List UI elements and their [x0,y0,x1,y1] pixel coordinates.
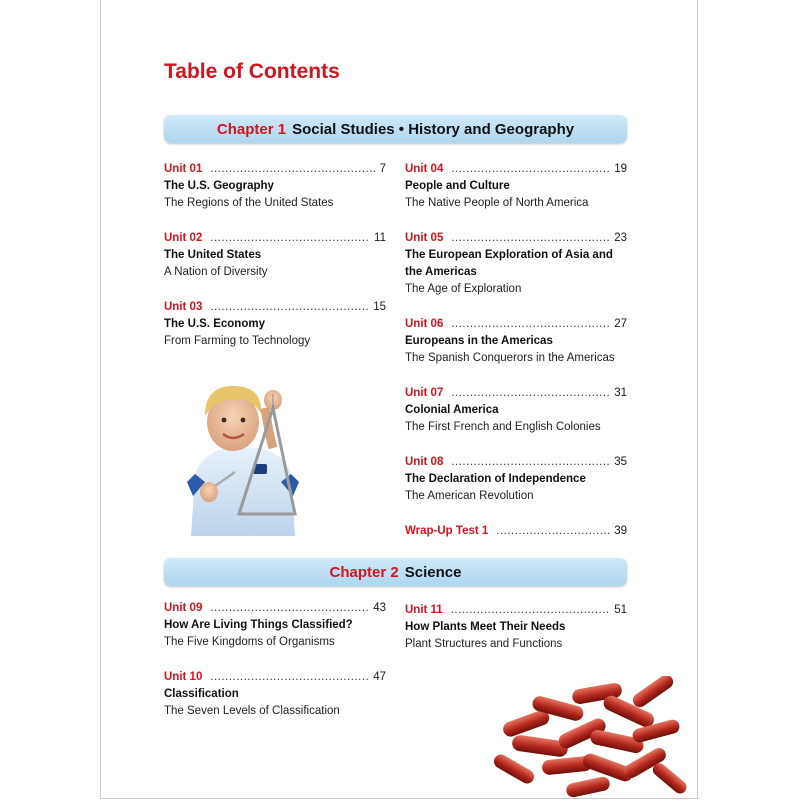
leader-dots [496,523,610,540]
unit-subtitle: From Farming to Technology [164,335,311,347]
unit-title: The U.S. Economy [164,318,265,330]
toc-entry-unit-10[interactable] [164,669,386,720]
unit-label: Unit 01 [164,163,203,175]
unit-label: Unit 08 [405,456,444,468]
unit-label: Unit 09 [164,602,203,614]
unit-label: Unit 05 [405,232,444,244]
toc-entry-unit-05[interactable] [405,230,627,298]
unit-subtitle: The Native People of North America [405,197,589,209]
unit-title: People and Culture [405,180,510,192]
unit-subtitle: The First French and English Colonies [405,421,601,433]
page-number: 11 [374,232,386,244]
leader-dots [210,600,369,617]
page-number: 15 [373,301,386,313]
unit-title: Europeans in the Americas [405,335,553,347]
page-number: 27 [614,318,627,330]
unit-label: Unit 02 [164,232,203,244]
unit-subtitle: The American Revolution [405,490,534,502]
toc-entry-wrap-up-test-1[interactable] [405,523,627,540]
red-bacteria-illustration [482,676,696,798]
leader-dots [451,316,610,333]
page-number: 47 [373,671,386,683]
unit-subtitle: Plant Structures and Functions [405,638,563,650]
page-number: 35 [614,456,627,468]
unit-title: Classification [164,688,239,700]
unit-title: Colonial America [405,404,499,416]
unit-title: How Are Living Things Classified? [164,619,353,631]
leader-dots [210,669,369,686]
unit-label: Unit 10 [164,671,203,683]
chapter-name: Social Studies • History and Geography [292,120,575,138]
page-number: 7 [379,163,386,175]
unit-subtitle: The Five Kingdoms of Organisms [164,636,335,648]
page-title: Table of Contents [164,60,340,83]
unit-label: Unit 06 [405,318,444,330]
leader-dots [451,161,610,178]
page-number: 51 [614,604,627,616]
unit-title: How Plants Meet Their Needs [405,621,566,633]
unit-label: Unit 03 [164,301,203,313]
unit-label: Wrap-Up Test 1 [405,525,489,537]
page-number: 19 [614,163,627,175]
toc-entry-unit-07[interactable] [405,385,627,436]
leader-dots [210,230,370,247]
chapter-2-banner [164,558,627,586]
toc-entry-unit-06[interactable] [405,316,627,367]
boy-with-triangle-photo [183,364,303,536]
unit-title: The U.S. Geography [164,180,274,192]
unit-label: Unit 11 [405,604,443,616]
unit-title: The United States [164,249,262,261]
leader-dots [451,602,610,619]
toc-entry-unit-11[interactable] [405,602,627,653]
unit-subtitle: The Regions of the United States [164,197,334,209]
toc-entry-unit-08[interactable] [405,454,627,505]
toc-entry-unit-02[interactable] [164,230,386,281]
chapter-1-banner [164,115,627,143]
page-number: 23 [614,232,627,244]
chapter-number: Chapter 1 [216,120,287,138]
toc-entry-unit-09[interactable] [164,600,386,651]
leader-dots [210,161,375,178]
unit-label: Unit 07 [405,387,444,399]
leader-dots [451,385,610,402]
page-number: 31 [614,387,627,399]
page-number: 39 [614,525,627,537]
unit-title: The European Exploration of Asia and the Americas [405,249,613,278]
chapter-name: Science [404,563,462,581]
leader-dots [210,299,369,316]
toc-entry-unit-03[interactable] [164,299,386,350]
unit-subtitle: The Spanish Conquerors in the Americas [405,352,615,364]
unit-subtitle: The Age of Exploration [405,283,522,295]
unit-label: Unit 04 [405,163,444,175]
unit-subtitle: The Seven Levels of Classification [164,705,340,717]
unit-subtitle: A Nation of Diversity [164,266,268,278]
unit-title: The Declaration of Independence [405,473,586,485]
leader-dots [451,454,610,471]
toc-entry-unit-04[interactable] [405,161,627,212]
page-number: 43 [373,602,386,614]
toc-entry-unit-01[interactable] [164,161,386,212]
chapter-number: Chapter 2 [329,563,399,581]
leader-dots [451,230,610,247]
